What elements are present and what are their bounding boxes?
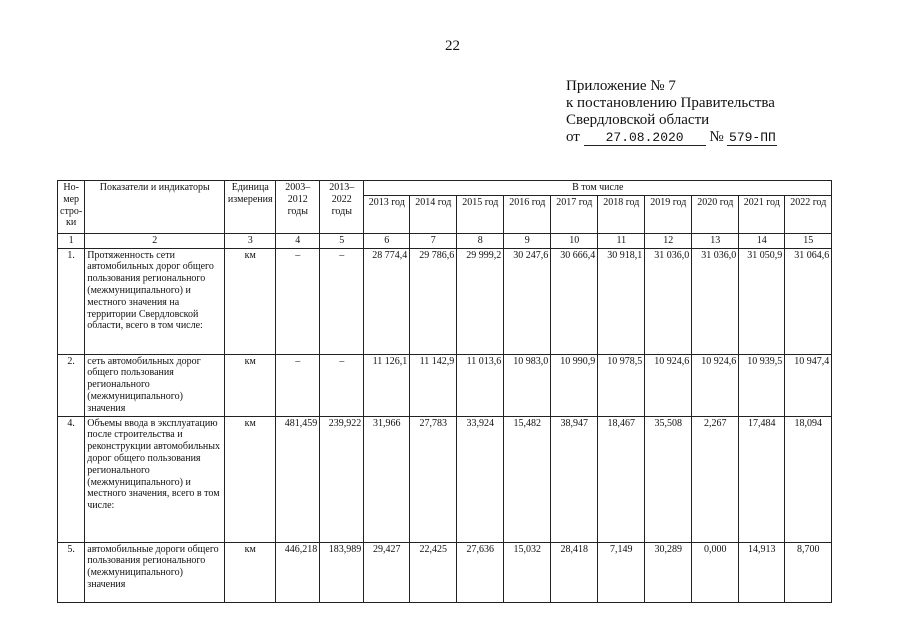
- year-value: 38,947: [551, 416, 598, 542]
- period-2003-2012-value: 446,218: [276, 542, 320, 602]
- year-value: 30,289: [645, 542, 692, 602]
- date-prefix: от: [566, 129, 580, 145]
- year-value: 29 786,6: [410, 248, 457, 354]
- page-number: 22: [445, 38, 460, 54]
- year-value: 30 247,6: [504, 248, 551, 354]
- number-prefix: №: [709, 129, 724, 145]
- year-value: 11 142,9: [410, 354, 457, 416]
- year-value: 30 666,4: [551, 248, 598, 354]
- year-value: 10 924,6: [692, 354, 739, 416]
- row-number: 2.: [58, 354, 85, 416]
- column-number: 3: [225, 233, 276, 248]
- header-row-number: Но-мер стро-ки: [58, 181, 85, 234]
- column-number: 6: [364, 233, 410, 248]
- header-year: 2013 год: [364, 195, 410, 233]
- unit-cell: км: [225, 416, 276, 542]
- appendix-date-line: [566, 129, 777, 146]
- year-value: 10 924,6: [645, 354, 692, 416]
- column-number: 12: [645, 233, 692, 248]
- column-number: 8: [457, 233, 504, 248]
- header-year: 2020 год: [692, 195, 739, 233]
- table-row: [58, 354, 832, 416]
- year-value: 0,000: [692, 542, 739, 602]
- header-year: 2021 год: [739, 195, 785, 233]
- row-number: 4.: [58, 416, 85, 542]
- year-value: 33,924: [457, 416, 504, 542]
- year-value: 28 774,4: [364, 248, 410, 354]
- column-number: 14: [739, 233, 785, 248]
- appendix-title: Приложение № 7: [566, 78, 676, 94]
- year-value: 15,032: [504, 542, 551, 602]
- decree-number: 579-ПП: [729, 130, 776, 145]
- indicator-name: Протяженность сети автомобильных дорог общего пользования регионального (межмуниципального) и местного значения на территории Свердловской области, всего в том числе:: [85, 248, 225, 354]
- column-number: 7: [410, 233, 457, 248]
- year-value: 2,267: [692, 416, 739, 542]
- year-value: 11 126,1: [364, 354, 410, 416]
- year-value: 7,149: [598, 542, 645, 602]
- indicator-name: автомобильные дороги общего пользования регионального (межмуниципального) значения: [85, 542, 225, 602]
- row-number: 1.: [58, 248, 85, 354]
- header-year: 2015 год: [457, 195, 504, 233]
- year-value: 31 050,9: [739, 248, 785, 354]
- year-value: 35,508: [645, 416, 692, 542]
- table-row: [58, 248, 832, 354]
- period-2003-2012-value: –: [276, 354, 320, 416]
- header-year: 2017 год: [551, 195, 598, 233]
- unit-cell: км: [225, 542, 276, 602]
- table-row: [58, 416, 832, 542]
- year-value: 10 978,5: [598, 354, 645, 416]
- year-value: 31 036,0: [692, 248, 739, 354]
- header-year: 2019 год: [645, 195, 692, 233]
- period-2003-2012-value: –: [276, 248, 320, 354]
- period-2013-2022-value: –: [320, 248, 364, 354]
- year-value: 18,094: [785, 416, 832, 542]
- indicators-table: [57, 180, 832, 603]
- appendix-header: [566, 78, 777, 146]
- column-number: 13: [692, 233, 739, 248]
- year-value: 31 036,0: [645, 248, 692, 354]
- indicator-name: сеть автомобильных дорог общего пользования регионального (межмуниципального) значения: [85, 354, 225, 416]
- period-2003-2012-value: 481,459: [276, 416, 320, 542]
- header-period-2003-2012: 2003–2012 годы: [276, 181, 320, 234]
- year-value: 27,636: [457, 542, 504, 602]
- appendix-subtitle: к постановлению Правительства: [566, 95, 775, 111]
- year-value: 10 947,4: [785, 354, 832, 416]
- header-period-2013-2022: 2013–2022 годы: [320, 181, 364, 234]
- header-including: В том числе: [364, 181, 832, 196]
- row-number: 5.: [58, 542, 85, 602]
- year-value: 10 939,5: [739, 354, 785, 416]
- column-number: 9: [504, 233, 551, 248]
- year-value: 11 013,6: [457, 354, 504, 416]
- year-value: 31,966: [364, 416, 410, 542]
- year-value: 28,418: [551, 542, 598, 602]
- appendix-region: Свердловской области: [566, 112, 710, 128]
- year-value: 15,482: [504, 416, 551, 542]
- column-number: 15: [785, 233, 832, 248]
- header-year: 2018 год: [598, 195, 645, 233]
- year-value: 29 999,2: [457, 248, 504, 354]
- year-value: 27,783: [410, 416, 457, 542]
- indicator-name: Объемы ввода в эксплуатацию после строительства и реконструкции автомобильных дорог общего пользования регионального (межмуниципального) и местного значения, всего в том числе:: [85, 416, 225, 542]
- decree-date: 27.08.2020: [584, 130, 706, 146]
- year-value: 30 918,1: [598, 248, 645, 354]
- column-number: 11: [598, 233, 645, 248]
- unit-cell: км: [225, 248, 276, 354]
- table-row: [58, 542, 832, 602]
- year-value: 8,700: [785, 542, 832, 602]
- header-year: 2016 год: [504, 195, 551, 233]
- column-number: 1: [58, 233, 85, 248]
- unit-cell: км: [225, 354, 276, 416]
- header-unit: Единица измерения: [225, 181, 276, 234]
- column-number: 10: [551, 233, 598, 248]
- year-value: 17,484: [739, 416, 785, 542]
- column-number: 4: [276, 233, 320, 248]
- column-number: 2: [85, 233, 225, 248]
- period-2013-2022-value: 183,989: [320, 542, 364, 602]
- year-value: 10 990,9: [551, 354, 598, 416]
- header-year: 2014 год: [410, 195, 457, 233]
- year-value: 29,427: [364, 542, 410, 602]
- period-2013-2022-value: 239,922: [320, 416, 364, 542]
- year-value: 22,425: [410, 542, 457, 602]
- period-2013-2022-value: –: [320, 354, 364, 416]
- year-value: 18,467: [598, 416, 645, 542]
- header-indicator: Показатели и индикаторы: [85, 181, 225, 234]
- column-number: 5: [320, 233, 364, 248]
- year-value: 31 064,6: [785, 248, 832, 354]
- year-value: 14,913: [739, 542, 785, 602]
- year-value: 10 983,0: [504, 354, 551, 416]
- header-year: 2022 год: [785, 195, 832, 233]
